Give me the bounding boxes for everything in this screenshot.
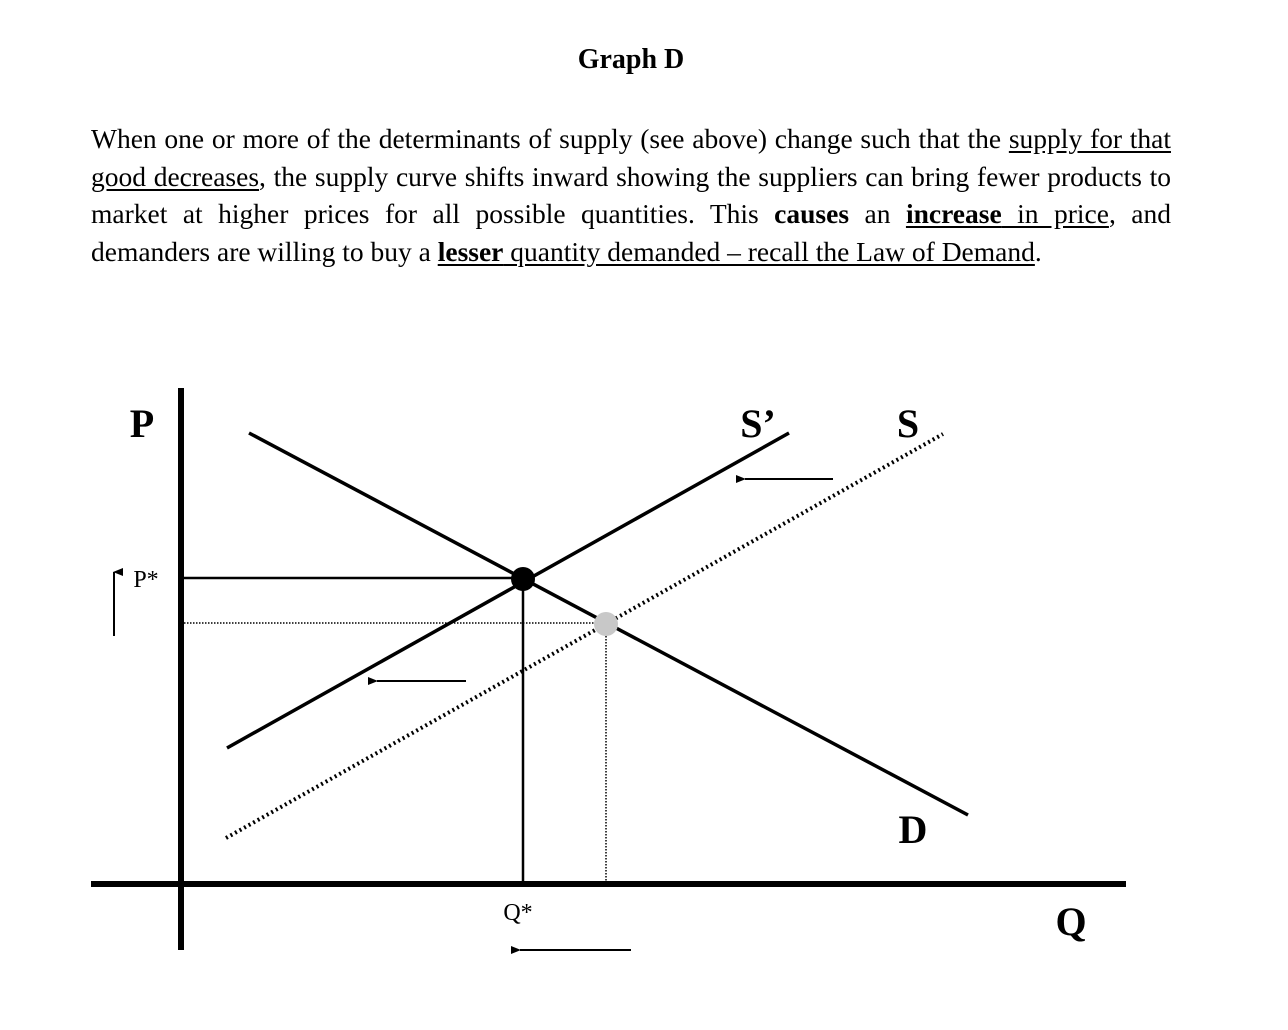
old-supply-curve	[226, 434, 943, 838]
text-run: .	[1034, 235, 1042, 267]
new-supply-label: S’	[740, 401, 776, 446]
text-run: an	[849, 198, 906, 229]
quantity-label: Q*	[503, 900, 533, 926]
bold-word: increase	[905, 198, 1002, 229]
text-run: When one or more of the determinants of supply (see above) change such that the	[91, 123, 1009, 154]
price-label: P*	[133, 567, 159, 593]
new-supply-curve	[227, 433, 789, 748]
text-run: , and demanders are willing to buy a	[91, 198, 1171, 267]
underlined-phrase: supply for that good decreases	[91, 123, 1171, 192]
x-axis-label: Q	[1055, 899, 1087, 944]
text-run: , the supply curve shifts inward showing the suppliers can bring fewer products to market at higher prices for all possible quantities. This	[91, 160, 1172, 229]
new-equilibrium-point	[511, 567, 535, 591]
bold-word: lesser	[437, 235, 504, 267]
old-supply-label: S	[896, 401, 920, 446]
page-title: Graph D	[577, 44, 685, 75]
text-run: in price	[1001, 198, 1109, 229]
text-run: quantity demanded – recall the Law of Demand	[503, 235, 1035, 267]
old-equilibrium-point	[594, 612, 618, 636]
demand-label: D	[898, 807, 928, 852]
y-axis-label: P	[129, 401, 155, 446]
bold-word: causes	[774, 198, 850, 229]
